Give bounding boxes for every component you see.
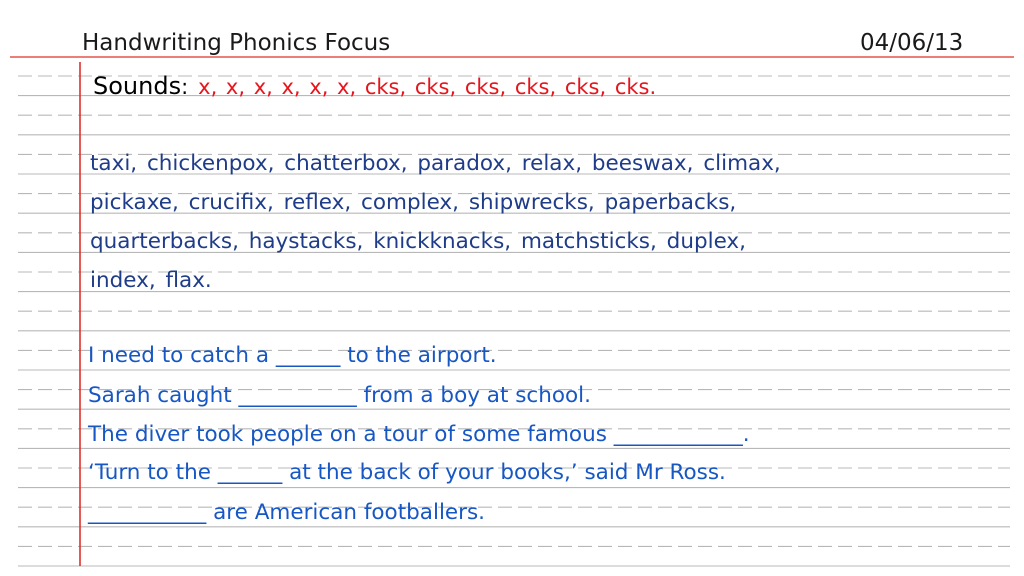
sentence-5: ___________ are American footballers. — [88, 500, 486, 525]
page-date: 04/06/13 — [860, 30, 964, 56]
sentence-3: The diver took people on a tour of some famous ____________. — [88, 422, 750, 447]
sounds-values: x, x, x, x, x, x, cks, cks, cks, cks, cks, cks. — [198, 75, 657, 99]
sentence-4: ‘Turn to the ______ at the back of your books,’ said Mr Ross. — [88, 460, 726, 485]
word-list-line-1: taxi, chickenpox, chatterbox, paradox, relax, beeswax, climax, — [90, 151, 781, 176]
word-list-line-2: pickaxe, crucifix, reflex, complex, shipwrecks, paperbacks, — [90, 190, 737, 215]
sentence-2: Sarah caught ___________ from a boy at school. — [88, 383, 591, 408]
page-title: Handwriting Phonics Focus — [82, 30, 391, 56]
word-list-line-4: index, flax. — [90, 268, 212, 293]
sounds-line — [93, 72, 656, 100]
word-list-line-3: quarterbacks, haystacks, knickknacks, matchsticks, duplex, — [90, 229, 746, 254]
sounds-colon: : — [181, 75, 189, 99]
sentence-1: I need to catch a ______ to the airport. — [88, 343, 497, 368]
sounds-label: Sounds — [93, 72, 182, 100]
